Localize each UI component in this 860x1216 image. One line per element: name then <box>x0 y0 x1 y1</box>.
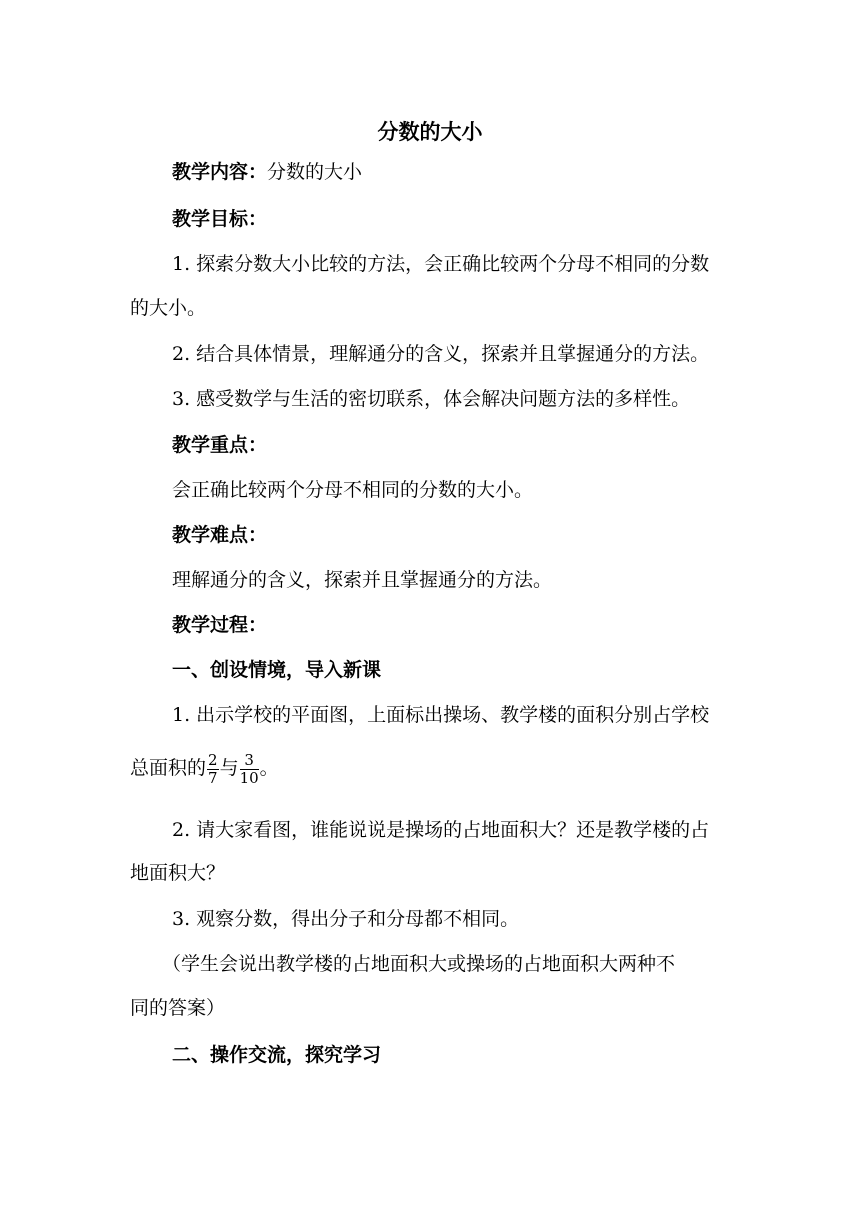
process-label: 教学过程： <box>172 614 268 636</box>
fraction-numerator: 3 <box>240 752 259 770</box>
goals-label: 教学目标： <box>172 208 268 230</box>
goal-1-line-1: 1. 探索分数大小比较的方法，会正确比较两个分母不相同的分数 <box>172 253 710 275</box>
section-1-item-3: 3. 观察分数，得出分子和分母都不相同。 <box>172 908 520 930</box>
key-point-text: 会正确比较两个分母不相同的分数的大小。 <box>172 479 534 501</box>
content-label: 教学内容： <box>172 161 268 183</box>
difficulty-label: 教学难点： <box>172 524 268 546</box>
content-value: 分数的大小 <box>267 161 363 183</box>
document-title: 分数的大小 <box>377 120 483 144</box>
goal-1-line-2: 的大小。 <box>130 297 207 319</box>
line-suffix: 。 <box>259 757 279 779</box>
fraction-numerator: 2 <box>208 750 218 769</box>
section-2-heading: 二、操作交流，探究学习 <box>172 1044 382 1066</box>
goal-2: 2. 结合具体情景，理解通分的含义，探索并且掌握通分的方法。 <box>172 343 710 365</box>
section-1-item-1-line-1: 1. 出示学校的平面图，上面标出操场、教学楼的面积分别占学校 <box>172 704 710 726</box>
section-1-note-line-1: （学生会说出教学楼的占地面积大或操场的占地面积大两种不 <box>162 953 676 975</box>
difficulty-text: 理解通分的含义，探索并且掌握通分的方法。 <box>172 569 553 591</box>
section-1-item-1-line-2 <box>130 748 279 788</box>
fraction-denominator: 7 <box>208 768 218 787</box>
goal-3: 3. 感受数学与生活的密切联系，体会解决问题方法的多样性。 <box>172 388 691 410</box>
fraction-three-tenths <box>240 752 259 787</box>
fraction-denominator: 10 <box>239 768 259 787</box>
fraction-two-sevenths <box>207 752 219 787</box>
section-1-note-line-2: 同的答案） <box>130 997 226 1019</box>
line-prefix: 总面积的 <box>130 757 207 779</box>
key-point-label: 教学重点： <box>172 434 268 456</box>
content-row <box>172 160 362 184</box>
section-1-item-2-line-1: 2. 请大家看图，谁能说说是操场的占地面积大？还是教学楼的占 <box>172 819 710 841</box>
section-1-heading: 一、创设情境，导入新课 <box>172 659 382 681</box>
fraction-connector: 与 <box>219 757 239 779</box>
section-1-item-2-line-2: 地面积大？ <box>130 862 226 884</box>
